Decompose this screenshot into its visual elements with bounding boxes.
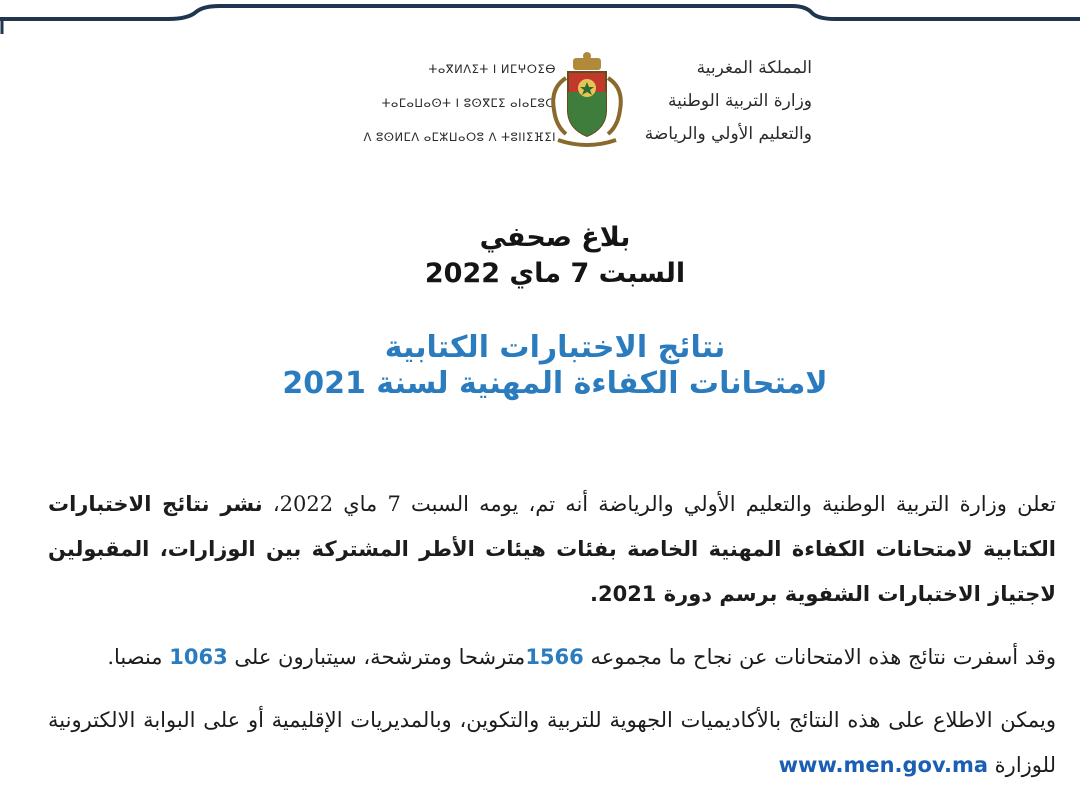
positions-count: 1063 (169, 645, 228, 669)
letterhead-tifinagh-line: ⵜⴰⵎⴰⵡⴰⵙⵜ ⵏ ⵓⵙⴳⵎⵉ ⴰⵏⴰⵎⵓⵔ (381, 96, 556, 110)
body-p2-mid: مترشحا ومترشحة، سيتبارون على (227, 645, 526, 669)
body-paragraph-3 (48, 698, 1056, 788)
subject-title (0, 330, 1080, 402)
body-p1-bold: نشر نتائج الاختبارات الكتابية لامتحانات الكفاءة المهنية الخاصة بفئات هيئات الأطر المشتركة بين الوزارات، المقبولين لاجتياز الاختبارات الشفوية برسم دورة 2021. (48, 492, 1056, 606)
letterhead-tifinagh-line: ⵜⴰⴳⵍⴷⵉⵜ ⵏ ⵍⵎⵖⵔⵉⴱ (428, 62, 556, 76)
body-paragraph-1 (48, 482, 1056, 617)
letterhead-ministry-cont: والتعليم الأولي والرياضة (644, 124, 812, 144)
letterhead-tifinagh-line: ⴷ ⵓⵙⵍⵎⴷ ⴰⵎⵣⵡⴰⵔⵓ ⴷ ⵜⵓⵏⵏⵉⴼⵉⵏ (363, 130, 556, 144)
candidates-count: 1566 (525, 645, 584, 669)
body-p2-end: منصبا. (107, 645, 170, 669)
press-release-heading (0, 220, 1080, 292)
letterhead-tifinagh (356, 52, 556, 154)
ministry-website-link[interactable]: www.men.gov.ma (778, 753, 988, 777)
subject-line-2: لامتحانات الكفاءة المهنية لسنة 2021 (282, 366, 828, 401)
body-p3-text: ويمكن الاطلاع على هذه النتائج بالأكاديميات الجهوية للتربية والتكوين، وبالمديريات الإقليمية أو على البوابة الالكترونية للوزارة (48, 708, 1056, 777)
press-release-body (48, 482, 1056, 806)
letterhead-kingdom: المملكة المغربية (696, 58, 812, 78)
body-paragraph-2 (48, 635, 1056, 680)
press-release-date: السبت 7 ماي 2022 (424, 258, 686, 289)
body-p1-intro: تعلن وزارة التربية الوطنية والتعليم الأولي والرياضة أنه تم، يومه السبت 7 ماي 2022، (262, 492, 1056, 516)
press-release-title: بلاغ صحفي (479, 222, 631, 253)
subject-line-1: نتائج الاختبارات الكتابية (384, 330, 726, 365)
page-frame-border (0, 0, 1080, 34)
body-p2-start: وقد أسفرت نتائج هذه الامتحانات عن نجاح ما مجموعه (583, 645, 1056, 669)
morocco-coat-of-arms-icon (544, 48, 630, 152)
letterhead-ministry: وزارة التربية الوطنية (667, 91, 812, 111)
